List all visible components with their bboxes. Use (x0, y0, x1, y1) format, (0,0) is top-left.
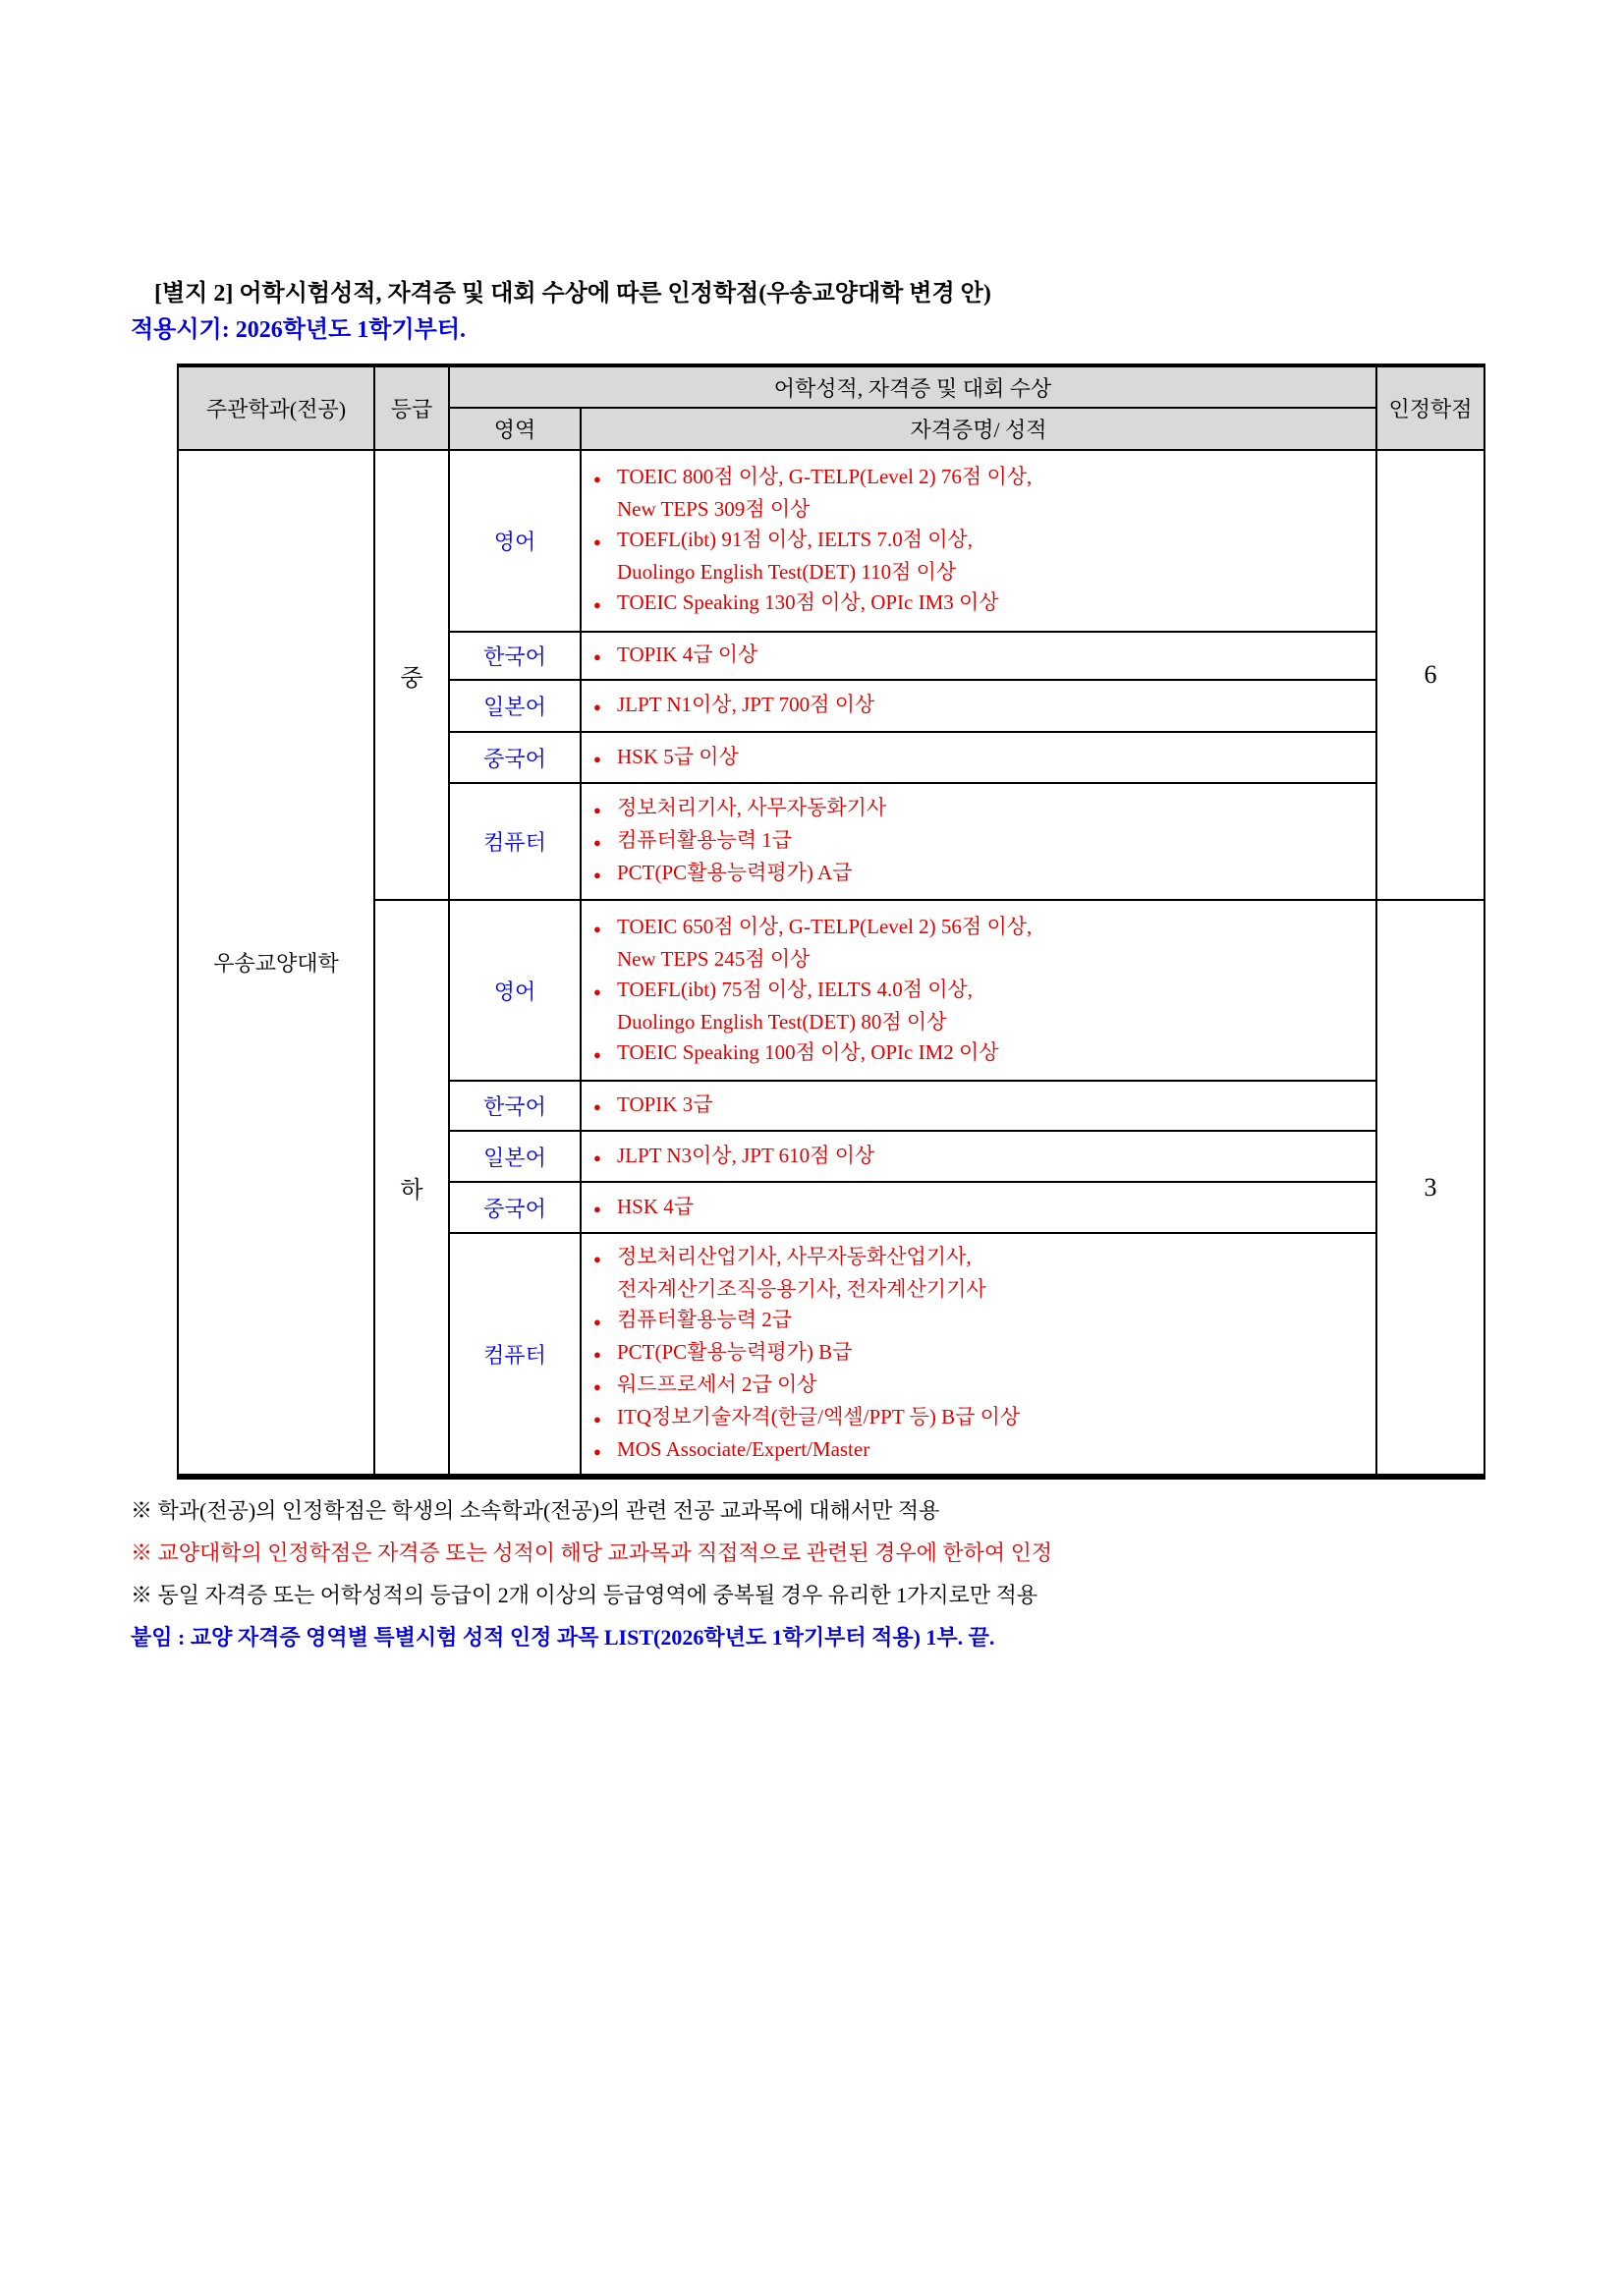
cert-text: JLPT N1이상, JPT 700점 이상 (617, 693, 875, 716)
cert-line (593, 690, 1370, 722)
cert-cell (581, 1131, 1376, 1182)
cert-line (593, 640, 1370, 672)
cert-text: TOPIK 3급 (617, 1092, 713, 1116)
bullet-icon (593, 1192, 617, 1224)
cert-cell (581, 1233, 1376, 1477)
area-cell: 컴퓨터 (449, 1233, 581, 1477)
cert-line (593, 525, 1370, 557)
credit-table (177, 364, 1485, 1480)
cert-text: 정보처리기사, 사무자동화기사 (617, 796, 887, 819)
bullet-icon (593, 793, 617, 825)
table-row (178, 900, 1484, 1081)
cert-line (593, 1141, 1370, 1173)
area-cell: 중국어 (449, 732, 581, 783)
table-header-row (178, 365, 1484, 408)
cert-line (593, 1192, 1370, 1224)
cert-line (593, 1305, 1370, 1337)
cert-text: HSK 5급 이상 (617, 744, 739, 768)
cert-line (593, 1090, 1370, 1122)
grade-cell-low: 하 (374, 900, 449, 1477)
area-cell: 중국어 (449, 1182, 581, 1233)
cert-text: TOEIC 800점 이상, G-TELP(Level 2) 76점 이상, (617, 465, 1033, 488)
cert-text: ITQ정보기술자격(한글/엑셀/PPT 등) B급 이상 (617, 1404, 1021, 1428)
area-cell: 한국어 (449, 632, 581, 680)
bullet-icon (593, 1370, 617, 1402)
table-row (178, 450, 1484, 632)
cert-line (593, 742, 1370, 774)
cert-text: TOEFL(ibt) 91점 이상, IELTS 7.0점 이상, (617, 528, 974, 551)
cert-line: New TEPS 245점 이상 (617, 946, 811, 971)
page-subtitle: 적용시기: 2026학년도 1학기부터. (131, 317, 467, 343)
cert-cell (581, 900, 1376, 1081)
cert-text: PCT(PC활용능력평가) A급 (617, 861, 853, 884)
note-line: ※ 동일 자격증 또는 어학성적의 등급이 2개 이상의 등급영역에 중복될 경우 유리한 1가지로만 적용 (131, 1583, 1038, 1607)
cert-text: TOPIK 4급 이상 (617, 643, 758, 666)
cert-line (593, 1370, 1370, 1402)
header-department: 주관학과(전공) (178, 365, 374, 450)
cert-cell (581, 450, 1376, 632)
bullet-icon (593, 1305, 617, 1337)
bullet-icon (593, 1141, 617, 1173)
cert-cell (581, 783, 1376, 900)
cert-line (593, 912, 1370, 944)
cert-line (593, 975, 1370, 1007)
department-cell: 우송교양대학 (178, 450, 374, 1477)
area-cell: 영어 (449, 450, 581, 632)
area-cell: 영어 (449, 900, 581, 1081)
cert-line (593, 1037, 1370, 1070)
header-area: 영역 (449, 408, 581, 450)
grade-cell-mid: 중 (374, 450, 449, 900)
cert-text: TOEIC Speaking 130점 이상, OPIc IM3 이상 (617, 590, 999, 614)
cert-text: 정보처리산업기사, 사무자동화산업기사, (617, 1244, 972, 1268)
bullet-icon (593, 1037, 617, 1070)
bullet-icon (593, 525, 617, 557)
bullet-icon (593, 742, 617, 774)
cert-line (593, 588, 1370, 620)
area-cell: 컴퓨터 (449, 783, 581, 900)
footnotes (131, 1489, 1052, 1658)
cert-text: MOS Associate/Expert/Master (617, 1436, 870, 1461)
header-grade: 등급 (374, 365, 449, 450)
cert-text: JLPT N3이상, JPT 610점 이상 (617, 1143, 875, 1167)
note-line: 붙임 : 교양 자격증 영역별 특별시험 성적 인정 과목 LIST(2026학년도 1학기부터 적용) 1부. 끝. (131, 1625, 995, 1650)
bullet-icon (593, 975, 617, 1007)
credit-cell-mid: 6 (1376, 450, 1484, 900)
header-cert: 자격증명/ 성적 (581, 408, 1376, 450)
cert-line (593, 858, 1370, 890)
area-cell: 일본어 (449, 680, 581, 732)
cert-text: 워드프로세서 2급 이상 (617, 1372, 817, 1396)
bullet-icon (593, 912, 617, 944)
cert-line: 전자계산기조직응용기사, 전자계산기기사 (617, 1276, 986, 1301)
cert-cell (581, 632, 1376, 680)
cert-text: TOEIC Speaking 100점 이상, OPIc IM2 이상 (617, 1039, 999, 1064)
credit-cell-low: 3 (1376, 900, 1484, 1477)
area-cell: 한국어 (449, 1081, 581, 1131)
cert-text: TOEIC 650점 이상, G-TELP(Level 2) 56점 이상, (617, 914, 1033, 938)
cert-line: Duolingo English Test(DET) 110점 이상 (617, 560, 957, 584)
cert-line: New TEPS 309점 이상 (617, 497, 811, 521)
cert-line (593, 1242, 1370, 1274)
bullet-icon (593, 1434, 617, 1467)
bullet-icon (593, 1090, 617, 1122)
cert-text: 컴퓨터활용능력 2급 (617, 1307, 793, 1331)
bullet-icon (593, 690, 617, 722)
note-line: ※ 학과(전공)의 인정학점은 학생의 소속학과(전공)의 관련 전공 교과목에 대해서만 적용 (131, 1498, 940, 1523)
cert-text: TOEFL(ibt) 75점 이상, IELTS 4.0점 이상, (617, 977, 974, 1001)
area-cell: 일본어 (449, 1131, 581, 1182)
page-title: [별지 2] 어학시험성적, 자격증 및 대회 수상에 따른 인정학점(우송교양대학 변경 안) (154, 281, 991, 307)
cert-cell (581, 1182, 1376, 1233)
bullet-icon (593, 1402, 617, 1434)
note-line: ※ 교양대학의 인정학점은 자격증 또는 성적이 해당 교과목과 직접적으로 관련된 경우에 한하여 인정 (131, 1540, 1053, 1565)
cert-line (593, 1402, 1370, 1434)
bullet-icon (593, 640, 617, 672)
cert-line (593, 1434, 1370, 1467)
cert-cell (581, 1081, 1376, 1131)
cert-cell (581, 680, 1376, 732)
bullet-icon (593, 588, 617, 620)
cert-line (593, 462, 1370, 494)
bullet-icon (593, 1242, 617, 1274)
cert-line (593, 793, 1370, 825)
cert-text: HSK 4급 (617, 1194, 695, 1218)
cert-text: PCT(PC활용능력평가) B급 (617, 1339, 853, 1364)
cert-line (593, 1337, 1370, 1370)
header-credit: 인정학점 (1376, 365, 1484, 450)
header-group: 어학성적, 자격증 및 대회 수상 (449, 365, 1376, 408)
bullet-icon (593, 858, 617, 890)
cert-text: 컴퓨터활용능력 1급 (617, 828, 793, 852)
bullet-icon (593, 462, 617, 494)
cert-cell (581, 732, 1376, 783)
cert-line: Duolingo English Test(DET) 80점 이상 (617, 1009, 947, 1034)
bullet-icon (593, 825, 617, 858)
cert-line (593, 825, 1370, 858)
bullet-icon (593, 1337, 617, 1370)
